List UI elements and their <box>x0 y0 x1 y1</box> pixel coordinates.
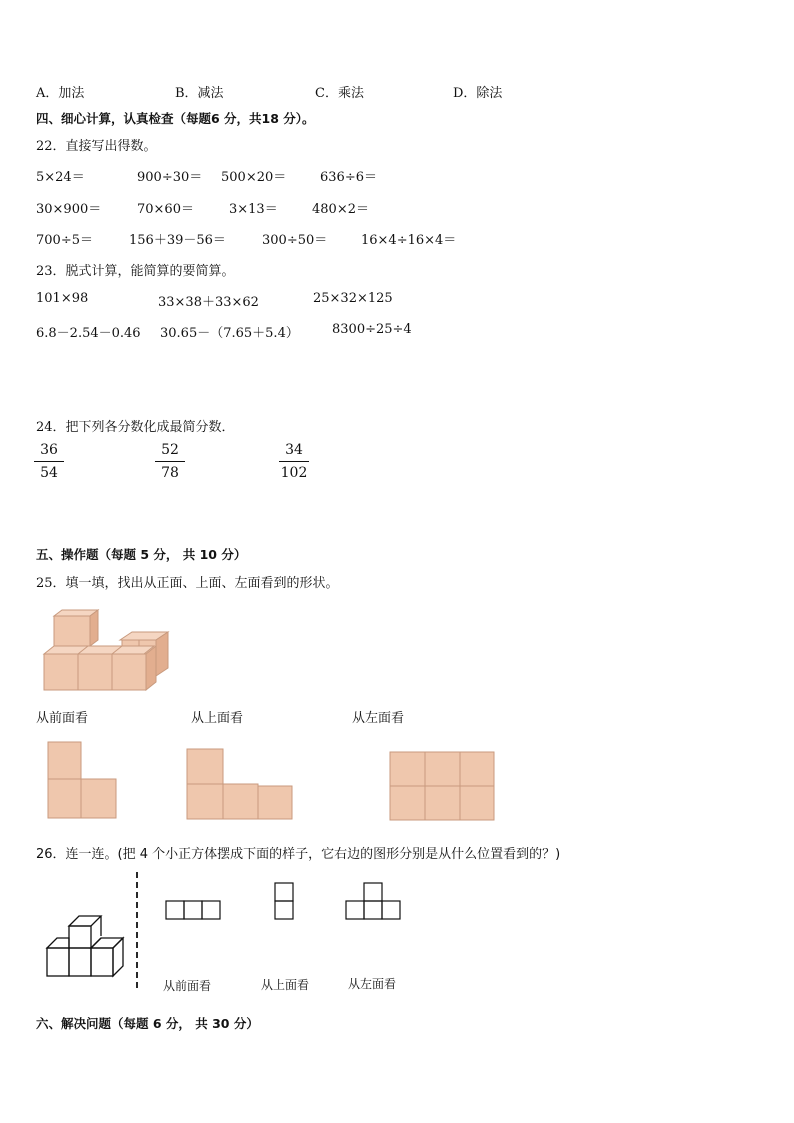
q26-view-front-label: 从前面看 <box>163 979 212 993</box>
section-4-title: 四、细心计算，认真检查（每题6 分，共18 分）。 <box>36 111 315 126</box>
q22-r3-c4: 16×4÷16×4＝ <box>361 233 457 248</box>
q23-r1-c1: 101×98 <box>36 291 89 306</box>
q22-r2-c4: 480×2＝ <box>312 202 369 217</box>
fraction-3-denominator: 102 <box>280 465 308 481</box>
q25-view-front-shape <box>48 742 118 820</box>
fraction-1-denominator: 54 <box>40 465 58 481</box>
option-c: C．乘法 <box>315 86 364 101</box>
q26-cube-figure <box>45 912 130 978</box>
q26-shape-1 <box>165 900 223 922</box>
q26-divider <box>135 872 139 992</box>
q23-label: 23．脱式计算，能简算的要简算。 <box>36 264 235 279</box>
option-b: B．减法 <box>175 86 224 101</box>
q22-r2-c3: 3×13＝ <box>229 202 278 217</box>
q26-shape-3 <box>345 882 405 922</box>
q26-shape-2 <box>274 882 298 922</box>
q23-r2-c1: 6.8－2.54－0.46 <box>36 326 141 341</box>
q22-r3-c2: 156＋39－56＝ <box>129 233 226 248</box>
fraction-2-numerator: 52 <box>161 442 179 458</box>
q25-view-top-shape <box>187 749 295 821</box>
q22-r1-c3: 500×20＝ <box>221 170 287 185</box>
q25-view-front-label: 从前面看 <box>36 711 89 726</box>
fraction-1 <box>34 440 64 483</box>
option-d: D．除法 <box>453 86 503 101</box>
q23-r1-c3: 25×32×125 <box>313 291 393 306</box>
q25-label: 25．填一填，找出从正面、上面、左面看到的形状。 <box>36 576 339 591</box>
fraction-3 <box>279 440 309 483</box>
q23-r1-c2: 33×38＋33×62 <box>158 295 259 310</box>
q22-r1-c2: 900÷30＝ <box>137 170 203 185</box>
q23-r2-c3: 8300÷25÷4 <box>332 322 412 337</box>
fraction-1-bar <box>34 461 64 462</box>
q22-r2-c1: 30×900＝ <box>36 202 102 217</box>
fraction-1-numerator: 36 <box>40 442 58 458</box>
fraction-3-bar <box>279 461 309 462</box>
section-5-title: 五、操作题（每题 5 分， 共 10 分） <box>36 547 247 562</box>
q26-label: 26．连一连。(把 4 个小正方体摆成下面的样子，它右边的图形分别是从什么位置看到的？) <box>36 847 561 862</box>
fraction-2 <box>155 440 185 483</box>
q25-view-left-shape <box>390 752 496 822</box>
q26-view-left-label: 从左面看 <box>348 977 397 991</box>
q22-r3-c1: 700÷5＝ <box>36 233 93 248</box>
q22-r1-c4: 636÷6＝ <box>320 170 377 185</box>
q26-view-top-label: 从上面看 <box>261 978 310 992</box>
fraction-2-bar <box>155 461 185 462</box>
q22-r3-c3: 300÷50＝ <box>262 233 328 248</box>
fraction-3-numerator: 34 <box>285 442 303 458</box>
q22-r2-c2: 70×60＝ <box>137 202 194 217</box>
option-a: A．加法 <box>36 86 85 101</box>
section-6-title: 六、解决问题（每题 6 分， 共 30 分） <box>36 1016 259 1031</box>
q25-cube-figure <box>40 610 175 695</box>
q22-r1-c1: 5×24＝ <box>36 170 85 185</box>
q25-view-left-label: 从左面看 <box>352 711 405 726</box>
q24-label: 24．把下列各分数化成最简分数． <box>36 420 235 435</box>
fraction-2-denominator: 78 <box>161 465 179 481</box>
q22-label: 22．直接写出得数。 <box>36 139 157 154</box>
q25-view-top-label: 从上面看 <box>191 711 244 726</box>
q23-r2-c2: 30.65－（7.65＋5.4） <box>160 326 299 341</box>
